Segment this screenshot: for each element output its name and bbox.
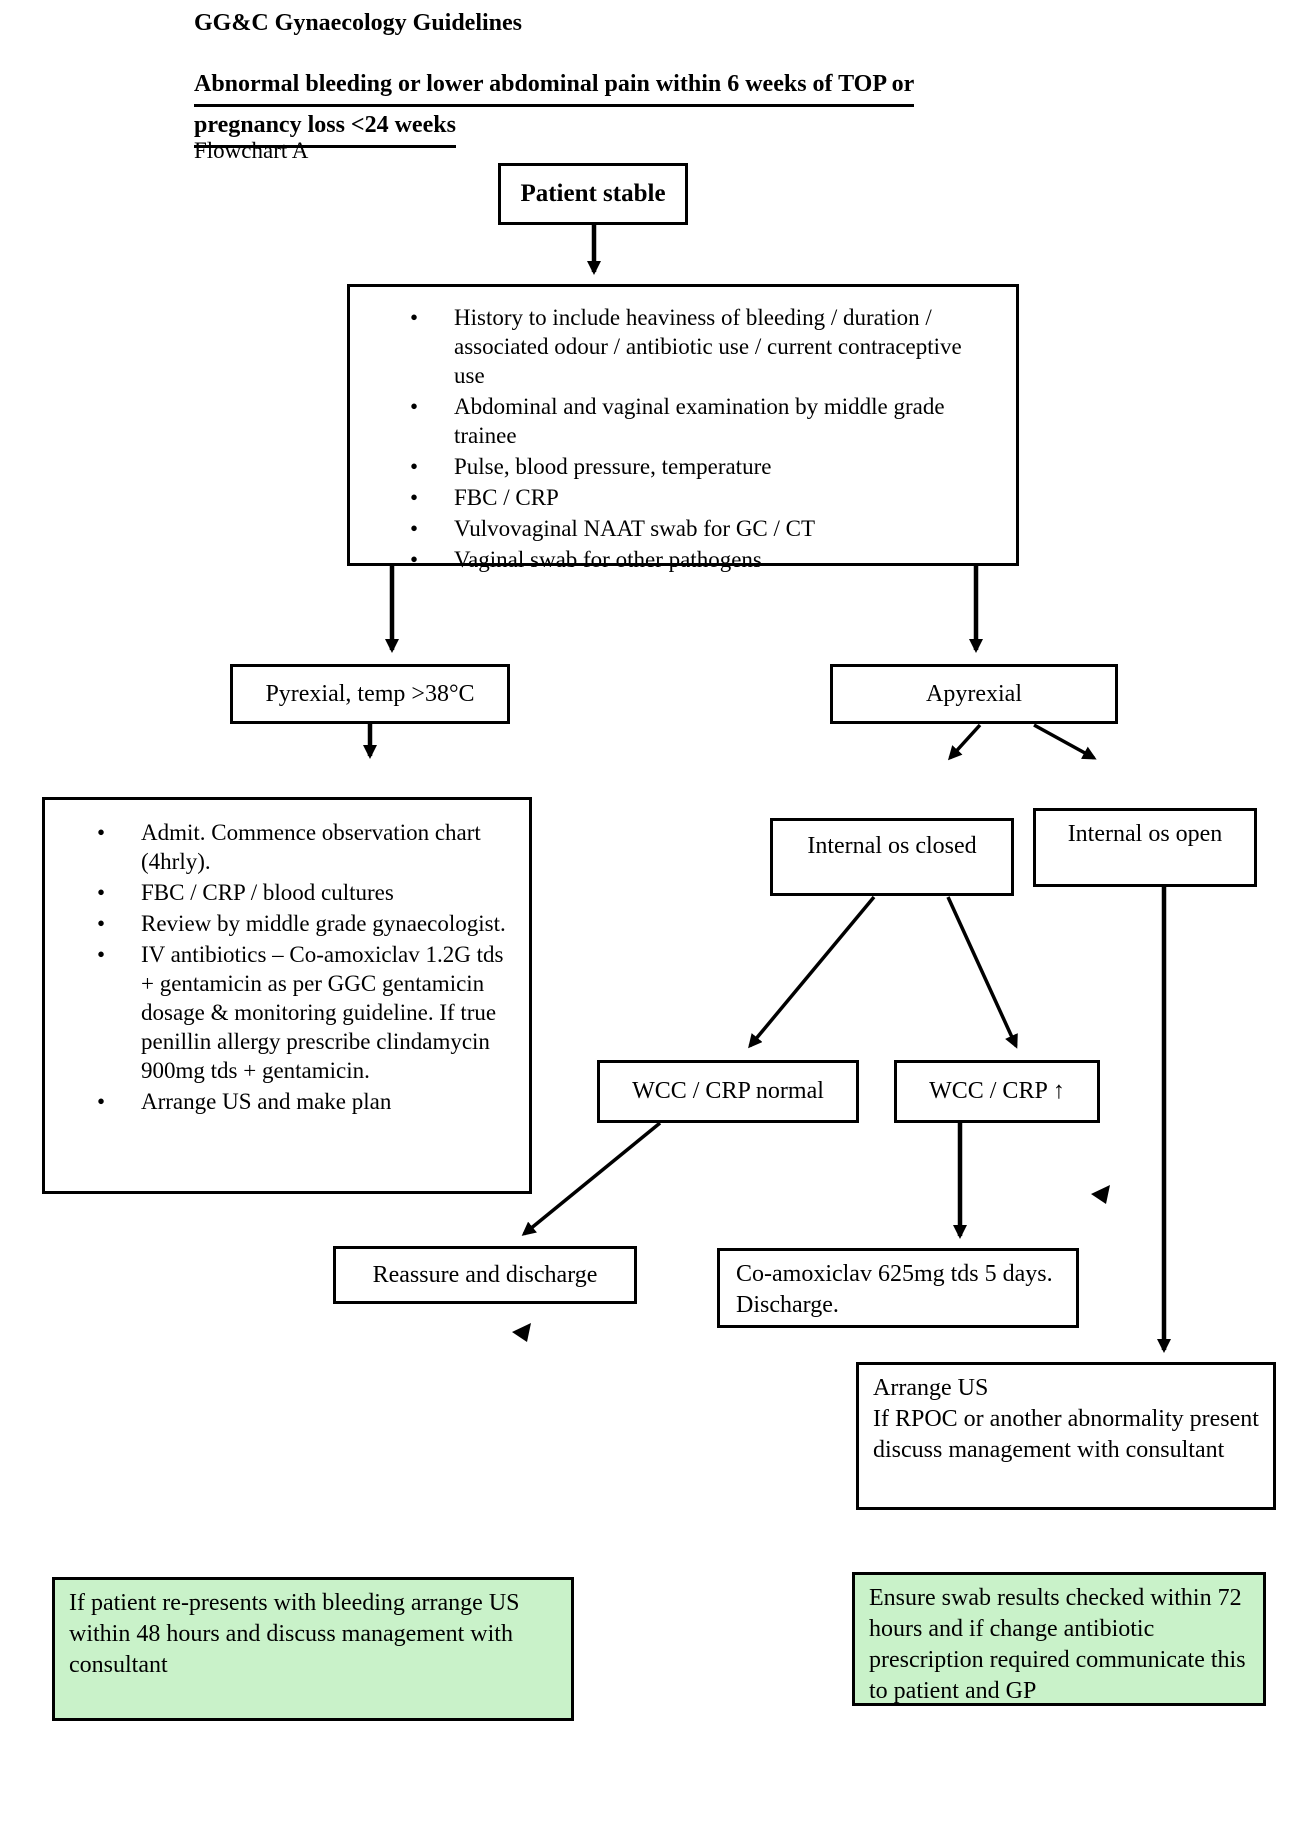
arrow-apyrexial-to-os-closed: [950, 725, 980, 758]
heading-line-2: pregnancy loss <24 weeks: [194, 107, 456, 148]
node-os-open: Internal os open: [1033, 808, 1257, 887]
note-represent-bleeding: If patient re-presents with bleeding arrange US within 48 hours and discuss management with consultant: [52, 1577, 574, 1721]
arrow-os-closed-to-wcc-normal: [750, 897, 874, 1046]
bullet-item: • IV antibiotics – Co-amoxiclav 1.2G tds + gentamicin as per GGC gentamicin dosage & monitoring guideline. If true penillin allergy prescribe clindamycin 900mg tds + gentamicin.: [141, 940, 515, 1085]
arrange-us-line-2: If RPOC or another abnormality present discuss management with consultant: [873, 1406, 1259, 1463]
node-assessment: [347, 284, 1019, 572]
admit-bullet-list: [141, 818, 515, 1116]
node-apyrexial: Apyrexial: [830, 664, 1118, 724]
arrow-apyrexial-to-os-open: [1034, 725, 1094, 758]
node-admit: [42, 797, 532, 1194]
arrow-wcc-normal-to-reassure: [524, 1123, 660, 1234]
node-pyrexial: Pyrexial, temp >38°C: [230, 664, 510, 724]
bullet-item: • FBC / CRP / blood cultures: [141, 878, 515, 907]
bullet-item: • History to include heaviness of bleeding / duration / associated odour / antibiotic use / current contraceptive use: [454, 303, 998, 390]
heading-line-1: Abnormal bleeding or lower abdominal pain within 6 weeks of TOP or: [194, 66, 914, 107]
arrange-us-line-1: Arrange US: [873, 1375, 989, 1401]
node-arrange-us: [856, 1362, 1276, 1510]
page-title: GG&C Gynaecology Guidelines: [194, 10, 523, 36]
stray-left-triangle-icon: [1091, 1185, 1110, 1204]
arrow-os-closed-to-wcc-raised: [948, 897, 1016, 1046]
bullet-item: • Review by middle grade gynaecologist.: [141, 909, 515, 938]
node-wcc-crp-normal: WCC / CRP normal: [597, 1060, 859, 1123]
node-os-closed: Internal os closed: [770, 818, 1014, 896]
bullet-item: • FBC / CRP: [454, 483, 998, 512]
node-patient-stable: Patient stable: [498, 163, 688, 225]
bullet-item: • Vulvovaginal NAAT swab for GC / CT: [454, 514, 998, 543]
bullet-item: • Abdominal and vaginal examination by middle grade trainee: [454, 392, 998, 450]
bullet-item: • Admit. Commence observation chart (4hrly).: [141, 818, 515, 876]
node-reassure-discharge: Reassure and discharge: [333, 1246, 637, 1304]
node-coamox-discharge: Co-amoxiclav 625mg tds 5 days. Discharge.: [717, 1248, 1079, 1328]
node-wcc-crp-raised: WCC / CRP ↑: [894, 1060, 1100, 1123]
note-swab-results: Ensure swab results checked within 72 hours and if change antibiotic prescription required communicate this to patient and GP: [852, 1572, 1266, 1706]
bullet-item: • Pulse, blood pressure, temperature: [454, 452, 998, 481]
bullet-item: • Vaginal swab for other pathogens: [454, 545, 998, 574]
bullet-item: • Arrange US and make plan: [141, 1087, 515, 1116]
flowchart-label: Flowchart A: [194, 138, 309, 163]
assessment-bullet-list: [454, 303, 998, 574]
stray-left-triangle-icon: [512, 1323, 531, 1342]
page-heading: [194, 66, 914, 148]
